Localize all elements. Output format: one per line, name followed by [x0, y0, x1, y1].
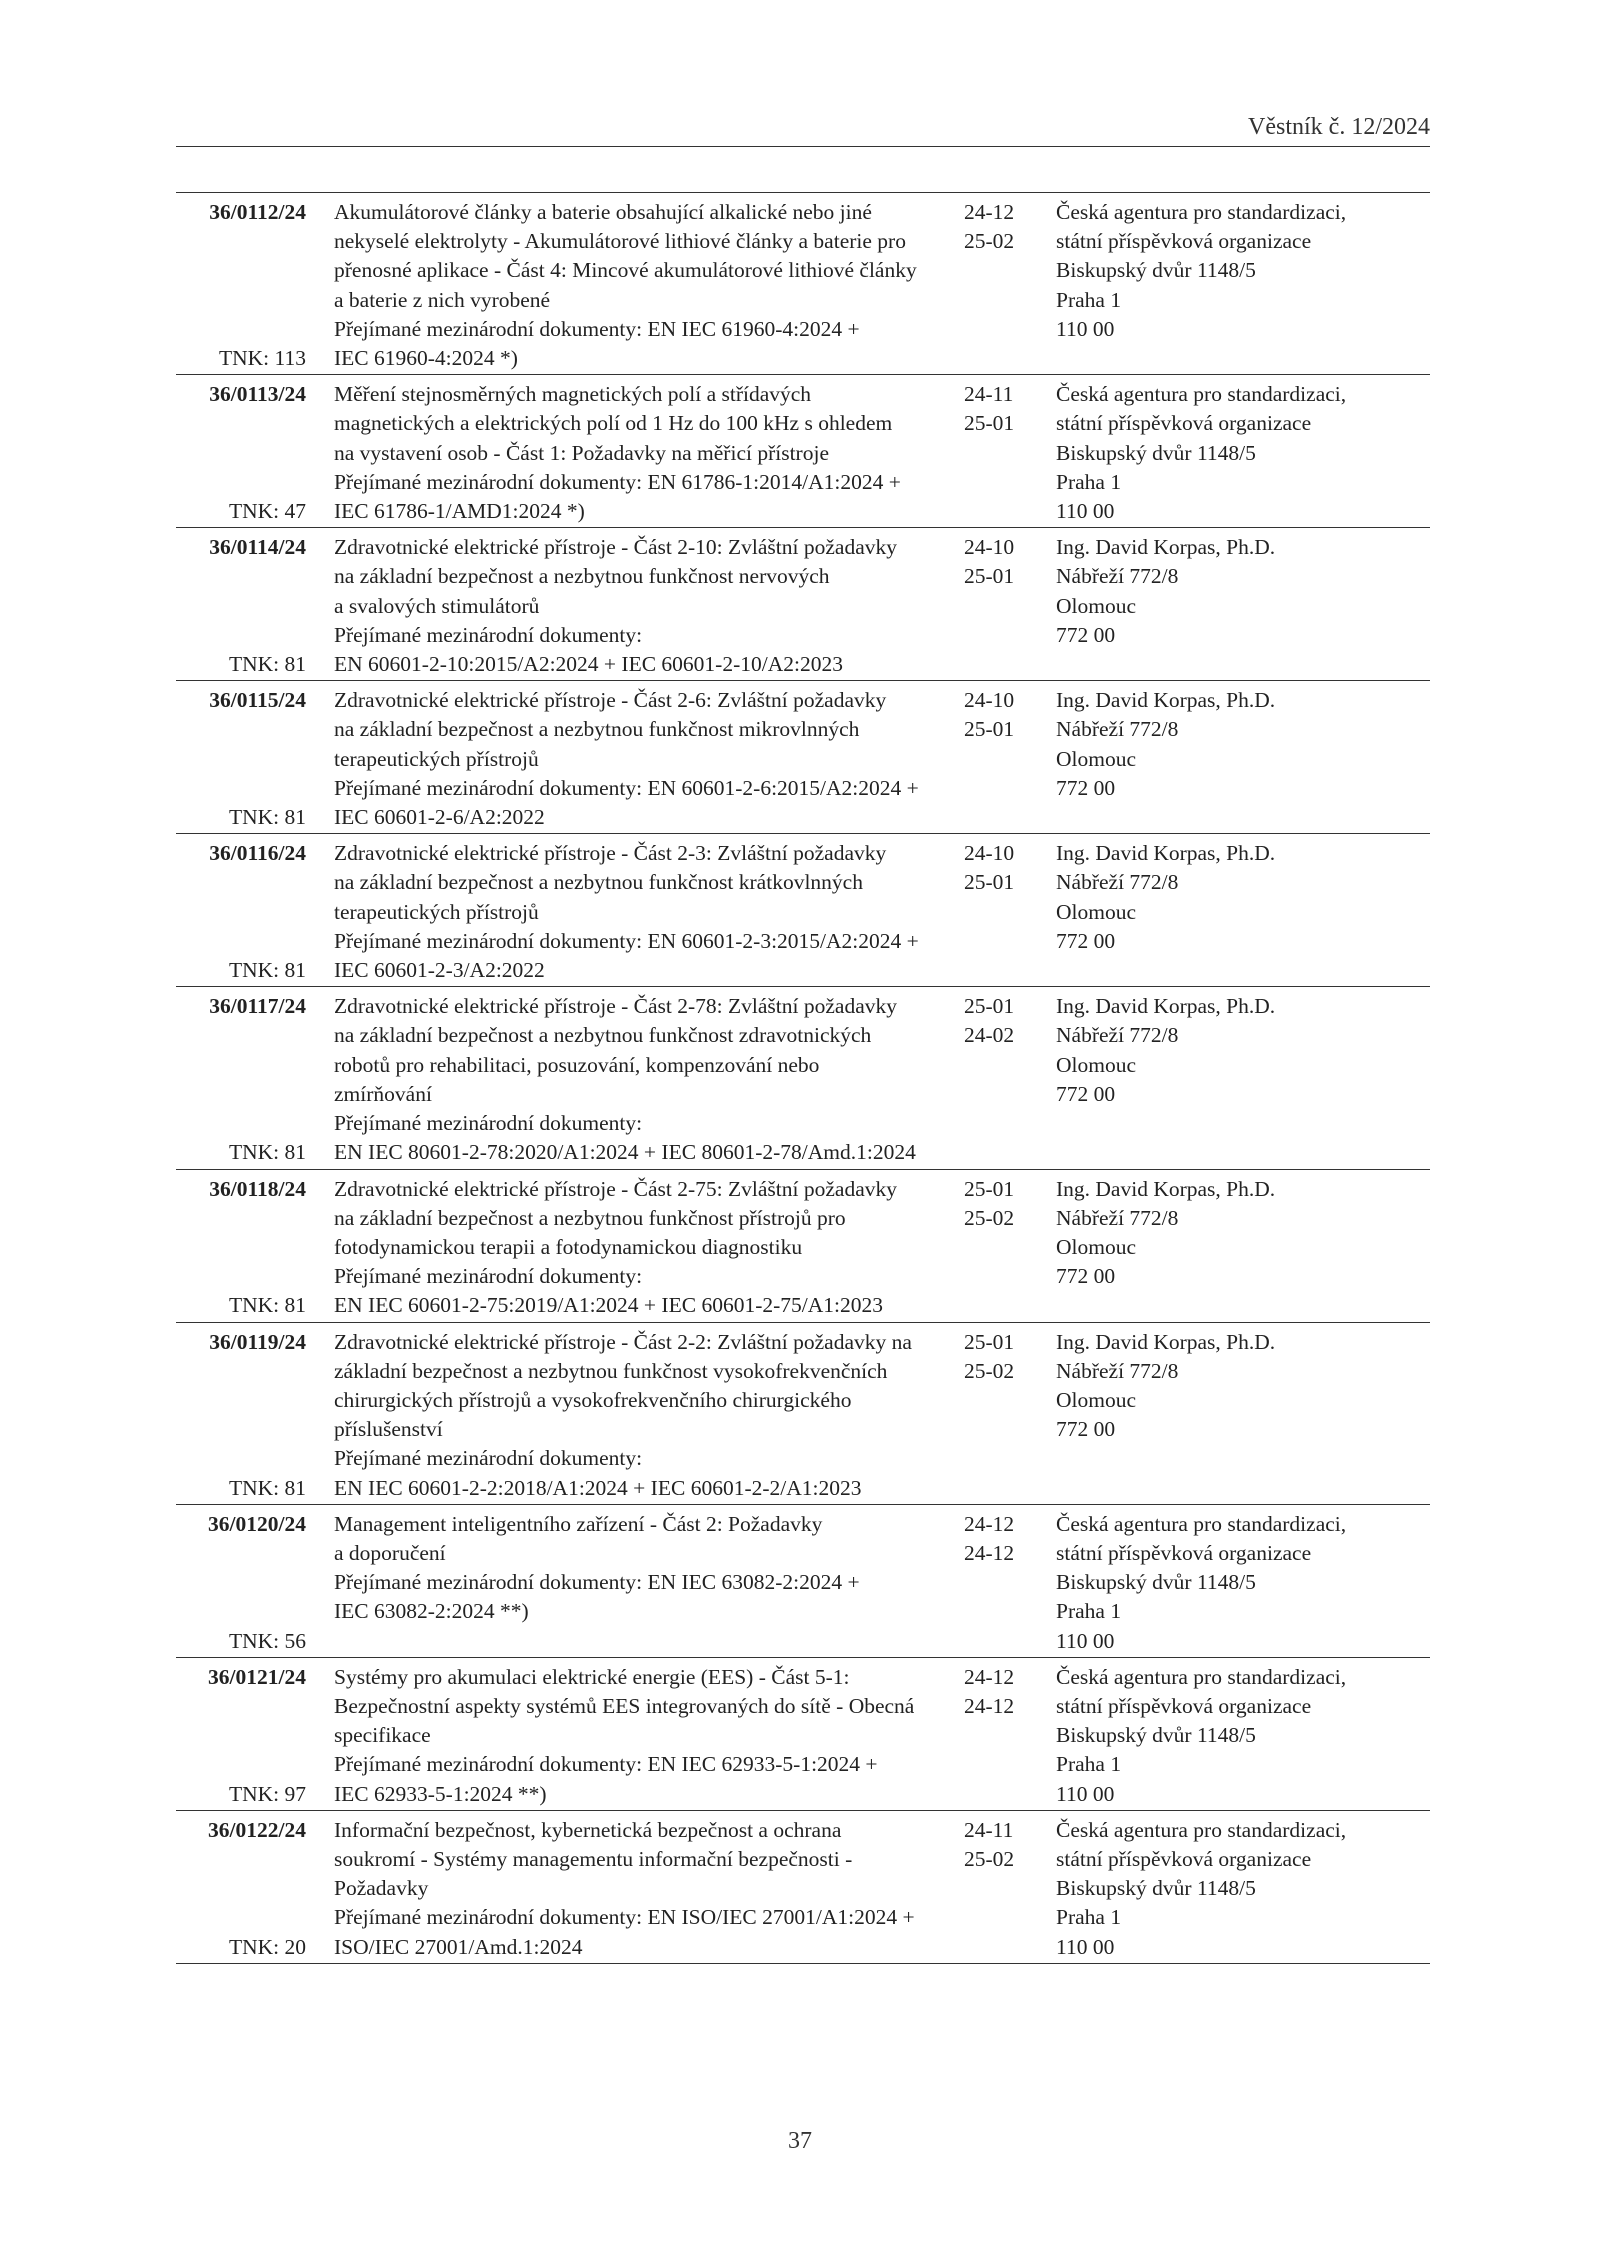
title-line: Přejímané mezinárodní dokumenty: EN IEC 63082-2:2024 +	[334, 1570, 860, 1595]
dates-cell	[960, 839, 1056, 985]
contact-cell	[1056, 1816, 1430, 1962]
title-line: Přejímané mezinárodní dokumenty:	[334, 1446, 643, 1471]
record-id-cell	[176, 839, 306, 985]
record-number: 36/0117/24	[209, 994, 306, 1019]
date-value: 24-10	[964, 688, 1015, 713]
title-line: Přejímané mezinárodní dokumenty: EN ISO/IEC 27001/A1:2024 +	[334, 1905, 915, 1930]
date-value: 24-10	[964, 535, 1015, 560]
contact-cell	[1056, 1328, 1430, 1503]
contact-cell	[1056, 198, 1430, 373]
contact-line: Ing. David Korpas, Ph.D.	[1056, 994, 1276, 1019]
contact-line: Biskupský dvůr 1148/5	[1056, 258, 1256, 283]
title-line: na základní bezpečnost a nezbytnou funkčnost přístrojů pro	[334, 1205, 846, 1230]
title-line: Systémy pro akumulaci elektrické energie (EES) - Část 5-1:	[334, 1664, 850, 1689]
contact-line: státní příspěvková organizace	[1056, 1540, 1312, 1565]
contact-cell	[1056, 1510, 1430, 1656]
contact-line: Ing. David Korpas, Ph.D.	[1056, 1176, 1276, 1201]
contact-line: Olomouc	[1056, 899, 1137, 924]
contact-line: Biskupský dvůr 1148/5	[1056, 1876, 1256, 1901]
title-line: na základní bezpečnost a nezbytnou funkčnost krátkovlnných	[334, 870, 863, 895]
date-value: 25-02	[964, 1205, 1015, 1230]
title-line: a doporučení	[334, 1540, 446, 1565]
contact-line: Česká agentura pro standardizaci,	[1056, 1511, 1347, 1536]
standard-title-cell	[306, 1510, 960, 1656]
date-value: 24-12	[964, 1693, 1015, 1718]
title-line: Přejímané mezinárodní dokumenty:	[334, 1111, 643, 1136]
tnk-label: TNK: 81	[228, 805, 306, 830]
record-number: 36/0115/24	[209, 688, 306, 713]
title-line: EN 60601-2-10:2015/A2:2024 + IEC 60601-2-10/A2:2023	[334, 652, 843, 677]
contact-cell	[1056, 380, 1430, 526]
title-line: IEC 63082-2:2024 **)	[334, 1599, 529, 1624]
record-number: 36/0116/24	[209, 841, 306, 866]
tnk-label: TNK: 81	[228, 958, 306, 983]
title-line: ISO/IEC 27001/Amd.1:2024	[334, 1934, 583, 1959]
date-value: 24-11	[964, 1817, 1014, 1842]
dates-cell	[960, 686, 1056, 832]
title-line: magnetických a elektrických polí od 1 Hz do 100 kHz s ohledem	[334, 411, 893, 436]
standard-title-cell	[306, 686, 960, 832]
table-row	[176, 375, 1430, 528]
title-line: Akumulátorové články a baterie obsahující alkalické nebo jiné	[334, 200, 872, 224]
standards-table	[176, 193, 1430, 1964]
record-number: 36/0114/24	[209, 535, 306, 560]
contact-line: Biskupský dvůr 1148/5	[1056, 1570, 1256, 1595]
table-row	[176, 1505, 1430, 1658]
title-line: Přejímané mezinárodní dokumenty:	[334, 1264, 643, 1289]
table-row	[176, 1170, 1430, 1323]
tnk-label: TNK: 81	[228, 1293, 306, 1318]
dates-cell	[960, 533, 1056, 679]
record-number: 36/0120/24	[208, 1511, 306, 1536]
contact-line: Česká agentura pro standardizaci,	[1056, 382, 1347, 407]
record-id-cell	[176, 686, 306, 832]
tnk-label: TNK: 81	[228, 1475, 306, 1500]
title-line: Management inteligentního zařízení - Část 2: Požadavky	[334, 1511, 823, 1536]
dates-cell	[960, 198, 1056, 373]
dates-cell	[960, 380, 1056, 526]
tnk-label: TNK: 81	[228, 1140, 306, 1165]
contact-line: 772 00	[1056, 622, 1116, 647]
title-line: robotů pro rehabilitaci, posuzování, kompenzování nebo	[334, 1052, 820, 1077]
contact-line: Olomouc	[1056, 593, 1137, 618]
contact-line: Ing. David Korpas, Ph.D.	[1056, 535, 1276, 560]
dates-cell	[960, 1175, 1056, 1321]
record-id-cell	[176, 1663, 306, 1809]
date-value: 24-11	[964, 382, 1014, 407]
date-value: 25-02	[964, 1846, 1015, 1871]
contact-cell	[1056, 1175, 1430, 1321]
dates-cell	[960, 1816, 1056, 1962]
contact-line: 110 00	[1056, 1781, 1115, 1806]
date-value: 25-01	[964, 1176, 1015, 1201]
contact-line: Česká agentura pro standardizaci,	[1056, 1664, 1347, 1689]
title-line: EN IEC 80601-2-78:2020/A1:2024 + IEC 80601-2-78/Amd.1:2024	[334, 1140, 916, 1165]
record-number: 36/0119/24	[209, 1329, 306, 1354]
date-value: 24-02	[964, 1023, 1015, 1048]
title-line: IEC 61786-1/AMD1:2024 *)	[334, 499, 585, 524]
standard-title-cell	[306, 198, 960, 373]
date-value: 24-12	[964, 1511, 1015, 1536]
title-line: na základní bezpečnost a nezbytnou funkčnost mikrovlnných	[334, 717, 860, 742]
title-line: Bezpečnostní aspekty systémů EES integrovaných do sítě - Obecná	[334, 1693, 915, 1718]
contact-line: Olomouc	[1056, 1234, 1137, 1259]
table-row	[176, 987, 1430, 1169]
dates-cell	[960, 992, 1056, 1167]
standard-title-cell	[306, 992, 960, 1167]
contact-line: Česká agentura pro standardizaci,	[1056, 1817, 1347, 1842]
contact-line: 772 00	[1056, 775, 1116, 800]
page-header-title: Věstník č. 12/2024	[1248, 114, 1430, 140]
title-line: Zdravotnické elektrické přístroje - Část 2-78: Zvláštní požadavky	[334, 994, 897, 1019]
standard-title-cell	[306, 839, 960, 985]
record-id-cell	[176, 198, 306, 373]
title-line: příslušenství	[334, 1417, 443, 1442]
page-number: 37	[788, 2128, 812, 2154]
standard-title-cell	[306, 380, 960, 526]
title-line: Měření stejnosměrných magnetických polí a střídavých	[334, 382, 812, 407]
table-row	[176, 193, 1430, 375]
title-line: na vystavení osob - Část 1: Požadavky na měřicí přístroje	[334, 440, 829, 465]
title-line: základní bezpečnost a nezbytnou funkčnost vysokofrekvenčních	[334, 1358, 888, 1383]
record-id-cell	[176, 533, 306, 679]
contact-line: Biskupský dvůr 1148/5	[1056, 440, 1256, 465]
title-line: EN IEC 60601-2-2:2018/A1:2024 + IEC 60601-2-2/A1:2023	[334, 1475, 862, 1500]
table-row	[176, 1323, 1430, 1505]
record-number: 36/0112/24	[209, 200, 306, 224]
contact-line: státní příspěvková organizace	[1056, 411, 1312, 436]
contact-cell	[1056, 533, 1430, 679]
title-line: přenosné aplikace - Část 4: Mincové akumulátorové lithiové články	[334, 258, 917, 283]
header-rule	[176, 146, 1430, 147]
table-row	[176, 528, 1430, 681]
title-line: Požadavky	[334, 1876, 429, 1901]
date-value: 25-02	[964, 1358, 1015, 1383]
contact-line: Biskupský dvůr 1148/5	[1056, 1723, 1256, 1748]
contact-line: Praha 1	[1056, 1752, 1122, 1777]
contact-line: Olomouc	[1056, 1052, 1137, 1077]
table-row	[176, 1811, 1430, 1964]
standard-title-cell	[306, 1816, 960, 1962]
title-line: Informační bezpečnost, kybernetická bezpečnost a ochrana	[334, 1817, 842, 1842]
contact-line: 110 00	[1056, 499, 1115, 524]
title-line: IEC 60601-2-3/A2:2022	[334, 958, 545, 983]
title-line: a svalových stimulátorů	[334, 593, 540, 618]
title-line: na základní bezpečnost a nezbytnou funkčnost nervových	[334, 564, 830, 589]
contact-line: Praha 1	[1056, 1905, 1122, 1930]
date-value: 25-01	[964, 717, 1015, 742]
title-line: Zdravotnické elektrické přístroje - Část 2-2: Zvláštní požadavky na	[334, 1329, 912, 1354]
contact-line: Nábřeží 772/8	[1056, 870, 1179, 895]
contact-line: 110 00	[1056, 1628, 1115, 1653]
contact-line: Ing. David Korpas, Ph.D.	[1056, 1329, 1276, 1354]
title-line: Přejímané mezinárodní dokumenty: EN IEC 61960-4:2024 +	[334, 316, 860, 341]
contact-line: státní příspěvková organizace	[1056, 1693, 1312, 1718]
record-id-cell	[176, 992, 306, 1167]
table-row	[176, 834, 1430, 987]
title-line: Přejímané mezinárodní dokumenty:	[334, 622, 643, 647]
title-line: specifikace	[334, 1723, 431, 1748]
title-line: a baterie z nich vyrobené	[334, 287, 551, 312]
contact-line: 110 00	[1056, 1934, 1115, 1959]
title-line: fotodynamickou terapii a fotodynamickou diagnostiku	[334, 1234, 803, 1259]
record-number: 36/0122/24	[208, 1817, 306, 1842]
date-value: 25-01	[964, 870, 1015, 895]
contact-line: 772 00	[1056, 928, 1116, 953]
date-value: 25-01	[964, 994, 1015, 1019]
title-line: Přejímané mezinárodní dokumenty: EN IEC 62933-5-1:2024 +	[334, 1752, 878, 1777]
title-line: Zdravotnické elektrické přístroje - Část 2-3: Zvláštní požadavky	[334, 841, 887, 866]
contact-line: Ing. David Korpas, Ph.D.	[1056, 841, 1276, 866]
contact-line: Nábřeží 772/8	[1056, 717, 1179, 742]
title-line: Přejímané mezinárodní dokumenty: EN 60601-2-3:2015/A2:2024 +	[334, 928, 919, 953]
standard-title-cell	[306, 1175, 960, 1321]
contact-line: 772 00	[1056, 1081, 1116, 1106]
date-value: 25-01	[964, 411, 1015, 436]
record-id-cell	[176, 380, 306, 526]
date-value: 24-12	[964, 200, 1015, 224]
tnk-label: TNK: 97	[228, 1781, 306, 1806]
title-line: Přejímané mezinárodní dokumenty: EN 60601-2-6:2015/A2:2024 +	[334, 775, 919, 800]
contact-line: Nábřeží 772/8	[1056, 1358, 1179, 1383]
date-value: 25-02	[964, 229, 1015, 254]
contact-cell	[1056, 686, 1430, 832]
title-line: IEC 61960-4:2024 *)	[334, 346, 518, 371]
contact-line: Olomouc	[1056, 1387, 1137, 1412]
contact-line: Praha 1	[1056, 287, 1122, 312]
date-value: 24-12	[964, 1540, 1015, 1565]
title-line: soukromí - Systémy managementu informační bezpečnosti -	[334, 1846, 853, 1871]
contact-line: 110 00	[1056, 316, 1115, 341]
contact-line: Česká agentura pro standardizaci,	[1056, 200, 1347, 224]
record-id-cell	[176, 1175, 306, 1321]
title-line: IEC 60601-2-6/A2:2022	[334, 805, 545, 830]
title-line: chirurgických přístrojů a vysokofrekvenčního chirurgického	[334, 1387, 852, 1412]
contact-line: Olomouc	[1056, 746, 1137, 771]
title-line: Zdravotnické elektrické přístroje - Část 2-10: Zvláštní požadavky	[334, 535, 897, 560]
contact-cell	[1056, 839, 1430, 985]
table-row	[176, 681, 1430, 834]
date-value: 25-01	[964, 564, 1015, 589]
dates-cell	[960, 1663, 1056, 1809]
date-value: 25-01	[964, 1329, 1015, 1354]
contact-line: 772 00	[1056, 1264, 1116, 1289]
dates-cell	[960, 1328, 1056, 1503]
contact-line: Nábřeží 772/8	[1056, 1205, 1179, 1230]
standard-title-cell	[306, 533, 960, 679]
contact-line: Nábřeží 772/8	[1056, 564, 1179, 589]
record-id-cell	[176, 1816, 306, 1962]
tnk-label: TNK: 113	[219, 346, 306, 371]
contact-line: Praha 1	[1056, 469, 1122, 494]
tnk-label: TNK: 20	[228, 1934, 306, 1959]
contact-cell	[1056, 992, 1430, 1167]
date-value: 24-12	[964, 1664, 1015, 1689]
tnk-label: TNK: 56	[228, 1628, 306, 1653]
dates-cell	[960, 1510, 1056, 1656]
title-line: Zdravotnické elektrické přístroje - Část 2-75: Zvláštní požadavky	[334, 1176, 897, 1201]
standard-title-cell	[306, 1663, 960, 1809]
contact-line: státní příspěvková organizace	[1056, 1846, 1312, 1871]
record-id-cell	[176, 1510, 306, 1656]
title-line: Přejímané mezinárodní dokumenty: EN 61786-1:2014/A1:2024 +	[334, 469, 901, 494]
title-line: nekyselé elektrolyty - Akumulátorové lithiové články a baterie pro	[334, 229, 906, 254]
date-value: 24-10	[964, 841, 1015, 866]
title-line: terapeutických přístrojů	[334, 746, 539, 771]
title-line: EN IEC 60601-2-75:2019/A1:2024 + IEC 60601-2-75/A1:2023	[334, 1293, 883, 1318]
record-number: 36/0113/24	[209, 382, 306, 407]
standard-title-cell	[306, 1328, 960, 1503]
record-id-cell	[176, 1328, 306, 1503]
title-line: IEC 62933-5-1:2024 **)	[334, 1781, 547, 1806]
table-row	[176, 1658, 1430, 1811]
title-line: zmírňování	[334, 1081, 432, 1106]
contact-cell	[1056, 1663, 1430, 1809]
tnk-label: TNK: 47	[228, 499, 306, 524]
contact-line: státní příspěvková organizace	[1056, 229, 1312, 254]
contact-line: Praha 1	[1056, 1599, 1122, 1624]
title-line: na základní bezpečnost a nezbytnou funkčnost zdravotnických	[334, 1023, 872, 1048]
record-number: 36/0121/24	[208, 1664, 306, 1689]
contact-line: Nábřeží 772/8	[1056, 1023, 1179, 1048]
title-line: terapeutických přístrojů	[334, 899, 539, 924]
tnk-label: TNK: 81	[228, 652, 306, 677]
contact-line: Ing. David Korpas, Ph.D.	[1056, 688, 1276, 713]
record-number: 36/0118/24	[209, 1176, 306, 1201]
title-line: Zdravotnické elektrické přístroje - Část 2-6: Zvláštní požadavky	[334, 688, 887, 713]
contact-line: 772 00	[1056, 1417, 1116, 1442]
